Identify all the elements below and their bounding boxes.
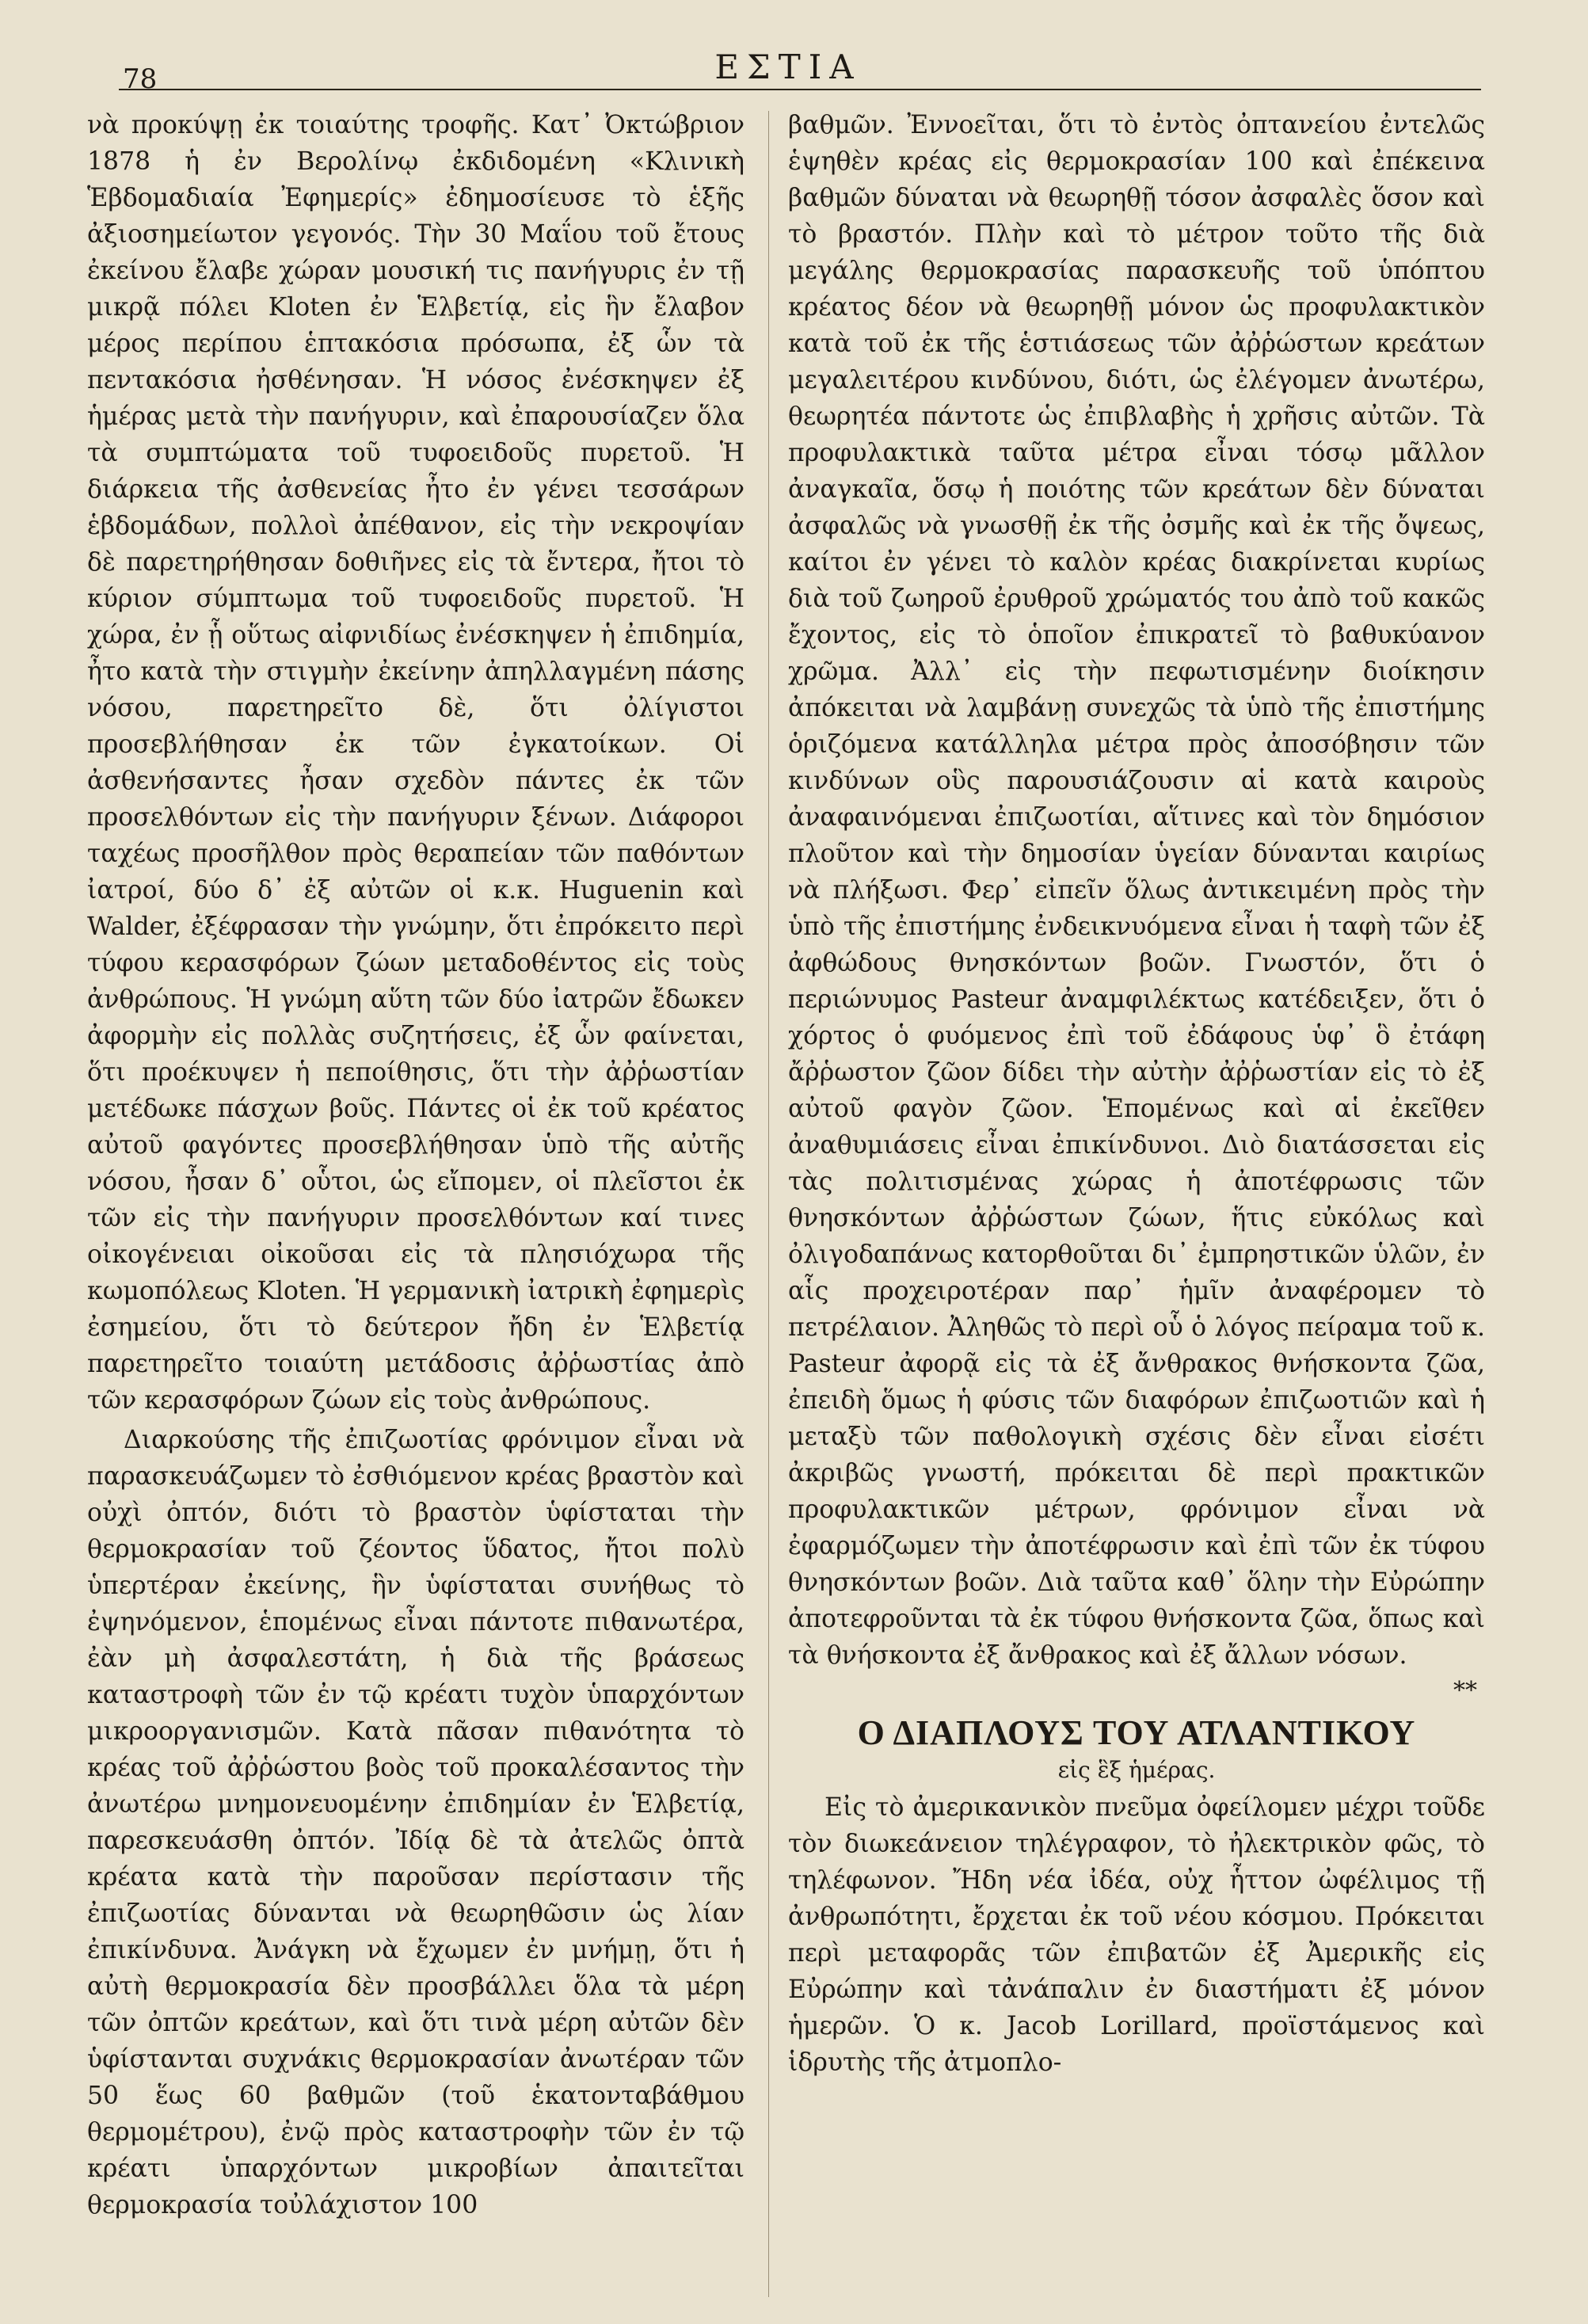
article-subtitle: εἰς ἓξ ἡμέρας. (1057, 1757, 1216, 1783)
column-divider (768, 111, 769, 2297)
right-column (788, 107, 1485, 2084)
left-paragraph: Διαρκούσης τῆς ἐπιζωοτίας φρόνιμον εἶναι νὰ παρασκευάζωμεν τὸ ἐσθιόμενον κρέας βραστὸν καὶ οὐχὶ ὀπτόν, διότι τὸ βραστὸν ὑφίσταται τὴν θερμοκρασίαν τοῦ ζέοντος ὕδατος, ἤτοι πολὺ ὑπερτέραν ἐκείνης, ἣν ὑφίσταται συνήθως τὸ ἐψηνόμενον, ἑπομένως εἶναι πάντοτε πιθανωτέρα, ἐὰν μὴ ἀσφαλεστάτη, ἡ διὰ τῆς βράσεως καταστροφὴ τῶν ἐν τῷ κρέατι τυχὸν ὑπαρχόντων μικροοργανισμῶν. Κατὰ πᾶσαν πιθανότητα τὸ κρέας τοῦ ἀῤῥώστου βοὸς τοῦ προκαλέσαντος τὴν ἀνωτέρω μνημονευομένην ἐπιδημίαν ἐν Ἑλβετίᾳ, παρεσκευάσθη ὀπτόν. Ἰδίᾳ δὲ τὰ ἀτελῶς ὀπτὰ κρέατα κατὰ τὴν παροῦσαν περίστασιν τῆς ἐπιζωοτίας δύνανται νὰ θεωρηθῶσιν ὡς λίαν ἐπικίνδυνα. Ἀνάγκη νὰ ἔχωμεν ἐν μνήμῃ, ὅτι ἡ αὐτὴ θερμοκρασία δὲν προσβάλλει ὅλα τὰ μέρη τῶν ὀπτῶν κρεάτων, καὶ ὅτι τινὰ μέρη αὐτῶν δὲν ὑφίστανται συχνάκις θερμοκρασίαν ἀνωτέραν τῶν 50 ἕως 60 βαθμῶν (τοῦ ἑκατονταβάθμου θερμομέτρου), ἐνῷ πρὸς καταστροφὴν τῶν ἐν τῷ κρέατι ὑπαρχόντων μικροβίων ἀπαιτεῖται θερμοκρασία τοὐλάχιστον 100 (87, 1426, 744, 2219)
header-rule (119, 89, 1481, 90)
left-column (87, 107, 744, 2227)
running-title: ΕΣΤΙΑ (714, 48, 862, 86)
page-header (87, 32, 1489, 95)
right-paragraph: βαθμῶν. Ἐννοεῖται, ὅτι τὸ ἐντὸς ὀπτανείου ἐντελῶς ἑψηθὲν κρέας εἰς θερμοκρασίαν 100 καὶ ἐπέκεινα βαθμῶν δύναται νὰ θεωρηθῇ τόσον ἀσφαλὲς ὅσον καὶ τὸ βραστόν. Πλὴν καὶ τὸ μέτρον τοῦτο τῆς διὰ μεγάλης θερμοκρασίας παρασκευῆς τοῦ ὑπόπτου κρέατος δέον νὰ θεωρηθῇ μόνον ὡς προφυλακτικὸν κατὰ τοῦ ἐκ τῆς ἑστιάσεως τῶν ἀῤῥώστων κρεάτων μεγαλειτέρου κινδύνου, διότι, ὡς ἐλέγομεν ἀνωτέρω, θεωρητέα πάντοτε ὡς ἐπιβλαβὴς ἡ χρῆσις αὐτῶν. Τὰ προφυλακτικὰ ταῦτα μέτρα εἶναι τόσῳ μᾶλλον ἀναγκαῖα, ὅσῳ ἡ ποιότης τῶν κρεάτων δὲν δύναται ἀσφαλῶς νὰ γνωσθῇ ἐκ τῆς ὀσμῆς καὶ ἐκ τῆς ὄψεως, καίτοι ἐν γένει τὸ καλὸν κρέας διακρίνεται κυρίως διὰ τοῦ ζωηροῦ ἐρυθροῦ χρώματός του ἀπὸ τοῦ κακῶς ἔχοντος, εἰς τὸ ὁποῖον ἐπικρατεῖ τὸ βαθυκύανον χρῶμα. Ἀλλ᾽ εἰς τὴν πεφωτισμένην διοίκησιν ἀπόκειται νὰ λαμβάνῃ συνεχῶς τὰ ὑπὸ τῆς ἐπιστήμης ὁριζόμενα κατάλληλα μέτρα πρὸς ἀποσόβησιν τῶν κινδύνων οὓς παρουσιάζουσιν αἱ κατὰ καιροὺς ἀναφαινόμεναι ἐπιζωοτίαι, αἵτινες καὶ τὸν δημόσιον πλοῦτον καὶ τὴν δημοσίαν ὑγείαν δύνανται καιρίως νὰ πλήξωσι. Φερ᾽ εἰπεῖν ὅλως ἀντικειμένη πρὸς τὴν ὑπὸ τῆς ἐπιστήμης ἐνδεικνυόμενα εἶναι ἡ ταφὴ τῶν ἐξ ἀφθώδους θνησκόντων βοῶν. Γνωστόν, ὅτι ὁ περιώνυμος Pasteur ἀναμφιλέκτως κατέδειξεν, ὅτι ὁ χόρτος ὁ φυόμενος ἐπὶ τοῦ ἐδάφους ὑφ᾽ ὃ ἐτάφη ἄῤῥωστον ζῶον δίδει τὴν αὐτὴν ἀῤῥωστίαν εἰς τὸ ἐξ αὐτοῦ φαγὸν ζῶον. Ἑπομένως καὶ αἱ ἐκεῖθεν ἀναθυμιάσεις εἶναι ἐπικίνδυνοι. Διὸ διατάσσεται εἰς τὰς πολιτισμένας χώρας ἡ ἀποτέφρωσις τῶν θνησκόντων ἀῤῥώστων ζώων, ἥτις εὐκόλως καὶ ὀλιγοδαπάνως κατορθοῦται δι᾽ ἐμπρηστικῶν ὑλῶν, ἐν αἷς προχειροτέραν παρ᾽ ἡμῖν ἀναφέρομεν τὸ πετρέλαιον. Ἀληθῶς τὸ περὶ οὗ ὁ λόγος πείραμα τοῦ κ. Pasteur ἀφορᾷ εἰς τὰ ἐξ ἄνθρακος θνήσκοντα ζῶα, ἐπειδὴ ὅμως ἡ φύσις τῶν διαφόρων ἐπιζωοτιῶν καὶ ἡ μεταξὺ τῶν παθολογικὴ σχέσις δὲν εἶναι εἰσέτι ἀκριβῶς γνωστή, πρόκειται δὲ περὶ πρακτικῶν προφυλακτικῶν μέτρων, φρόνιμον εἶναι νὰ ἐφαρμόζωμεν τὴν ἀποτέφρωσιν καὶ ἐπὶ τῶν ἐκ τύφου θνησκόντων βοῶν. Διὰ ταῦτα καθ᾽ ὅλην τὴν Εὐρώπην ἀποτεφροῦνται τὰ ἐκ τύφου θνήσκοντα ζῶα, ὅπως καὶ τὰ θνήσκοντα ἐξ ἄνθρακος καὶ ἐξ ἄλλων νόσων. (788, 111, 1485, 1670)
article-paragraph: Εἰς τὸ ἀμερικανικὸν πνεῦμα ὀφείλομεν μέχρι τοῦδε τὸν διωκεάνειον τηλέγραφον, τὸ ἠλεκτρικὸν φῶς, τὸ τηλέφωνον. Ἤδη νέα ἰδέα, οὐχ ἧττον ὠφέλιμος τῇ ἀνθρωπότητι, ἔρχεται ἐκ τοῦ νέου κόσμου. Πρόκειται περὶ μεταφορᾶς τῶν ἐπιβατῶν ἐξ Ἀμερικῆς εἰς Εὐρώπην καὶ τἀνάπαλιν ἐν διαστήματι ἐξ μόνον ἡμερῶν. Ὁ κ. Jacob Lorillard, προϊστάμενος καὶ ἱδρυτὴς τῆς ἀτμοπλο- (788, 1793, 1485, 2077)
article-title: Ο ΔΙΑΠΛΟΥΣ ΤΟΥ ΑΤΛΑΝΤΙΚΟΥ (857, 1713, 1416, 1752)
left-paragraph: νὰ προκύψῃ ἐκ τοιαύτης τροφῆς. Κατ᾽ Ὀκτώβριον 1878 ἡ ἐν Βερολίνῳ ἐκδιδομένη «Κλινικὴ Ἑβδομαδιαία Ἐφημερίς» ἐδημοσίευσε τὸ ἑξῆς ἀξιοσημείωτον γεγονός. Τὴν 30 Μαΐου τοῦ ἔτους ἐκείνου ἔλαβε χώραν μουσική τις πανήγυρις ἐν τῇ μικρᾷ πόλει Kloten ἐν Ἑλβετίᾳ, εἰς ἣν ἔλαβον μέρος περίπου ἑπτακόσια πρόσωπα, ἐξ ὧν τὰ πεντακόσια ἠσθένησαν. Ἡ νόσος ἐνέσκηψεν ἐξ ἡμέρας μετὰ τὴν πανήγυριν, καὶ ἐπαρουσίαζεν ὅλα τὰ συμπτώματα τοῦ τυφοειδοῦς πυρετοῦ. Ἡ διάρκεια τῆς ἀσθενείας ἦτο ἐν γένει τεσσάρων ἑβδομάδων, πολλοὶ ἀπέθανον, εἰς τὴν νεκροψίαν δὲ παρετηρήθησαν δοθιῆνες εἰς τὰ ἔντερα, ἤτοι τὸ κύριον σύμπτωμα τοῦ τυφοειδοῦς πυρετοῦ. Ἡ χώρα, ἐν ᾗ οὕτως αἰφνιδίως ἐνέσκηψεν ἡ ἐπιδημία, ἦτο κατὰ τὴν στιγμὴν ἐκείνην ἀπηλλαγμένη πάσης νόσου, παρετηρεῖτο δὲ, ὅτι ὀλίγιστοι προσεβλήθησαν ἐκ τῶν ἐγκατοίκων. Οἱ ἀσθενήσαντες ἦσαν σχεδὸν πάντες ἐκ τῶν προσελθόντων εἰς τὴν πανήγυριν ξένων. Διάφοροι ταχέως προσῆλθον πρὸς θεραπείαν τῶν παθόντων ἰατροί, δύο δ᾽ ἐξ αὐτῶν οἱ κ.κ. Huguenin καὶ Walder, ἐξέφρασαν τὴν γνώμην, ὅτι ἐπρόκειτο περὶ τύφου κερασφόρων ζώων μεταδοθέντος εἰς τοὺς ἀνθρώπους. Ἡ γνώμη αὕτη τῶν δύο ἰατρῶν ἔδωκεν ἀφορμὴν εἰς πολλὰς συζητήσεις, ἐξ ὧν φαίνεται, ὅτι προέκυψεν ἡ πεποίθησις, ὅτι τὴν ἀῤῥωστίαν μετέδωκε πάσχων βοῦς. Πάντες οἱ ἐκ τοῦ κρέατος αὐτοῦ φαγόντες προσεβλήθησαν ὑπὸ τῆς αὐτῆς νόσου, ἦσαν δ᾽ οὗτοι, ὡς εἴπομεν, οἱ πλεῖστοι ἐκ τῶν εἰς τὴν πανήγυριν προσελθόντων καί τινες οἰκογένειαι οἰκοῦσαι εἰς τὰ πλησιόχωρα τῆς κωμοπόλεως Kloten. Ἡ γερμανικὴ ἰατρικὴ ἐφημερὶς ἐσημείου, ὅτι τὸ δεύτερον ἤδη ἐν Ἑλβετίᾳ παρετηρεῖτο τοιαύτη μετάδοσις ἀῤῥωστίας ἀπὸ τῶν κερασφόρων ζώων εἰς τοὺς ἀνθρώπους. (87, 111, 744, 1415)
section-separator: ** (1453, 1677, 1477, 1705)
page-number: 78 (123, 63, 158, 95)
